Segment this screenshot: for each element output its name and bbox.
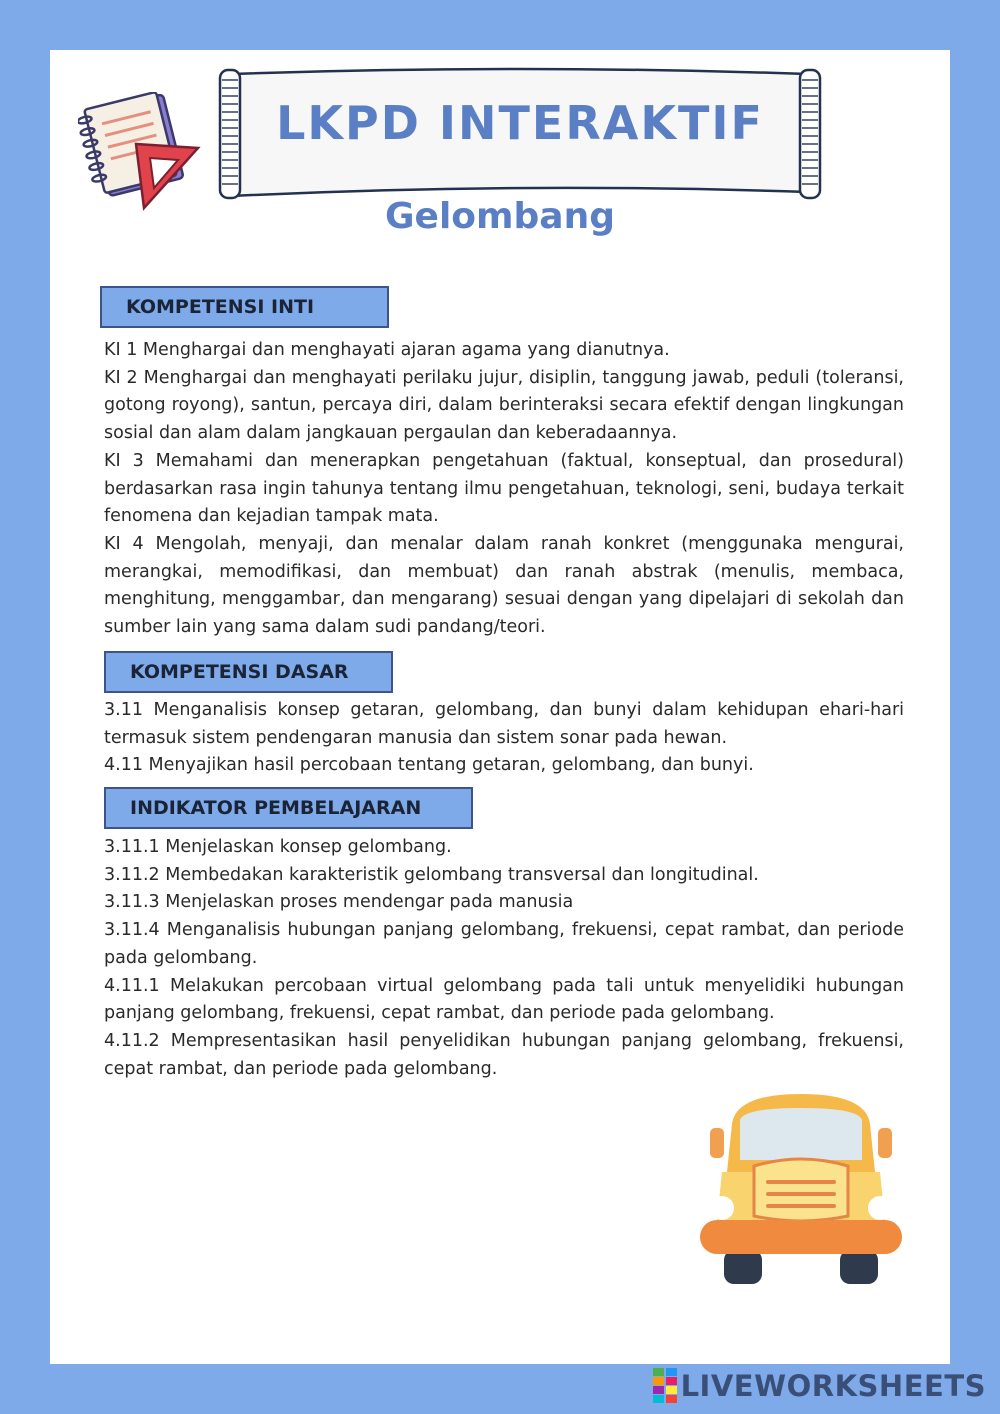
- list-item: 4.11.1 Melakukan percobaan virtual gelombang pada tali untuk menyelidiki hubungan panjang gelombang, frekuensi, cepat rambat, dan periode pada gelombang.: [104, 975, 904, 1024]
- list-item: 3.11.2 Membedakan karakteristik gelombang transversal dan longitudinal.: [104, 864, 759, 885]
- section-heading-kompetensi-inti: KOMPETENSI INTI: [100, 286, 389, 328]
- section-heading-indikator: INDIKATOR PEMBELAJARAN: [104, 787, 473, 829]
- title-banner: [218, 66, 822, 204]
- section-heading-kompetensi-dasar: KOMPETENSI DASAR: [104, 651, 393, 693]
- liveworksheets-logo-icon: [653, 1368, 677, 1404]
- list-item: KI 4 Mengolah, menyaji, dan menalar dalam ranah konkret (menggunaka mengurai, merangkai, memodifikasi, dan membuat) dan ranah abstrak (menulis, membaca, menghitung, menggambar, dan mengarang) sesuai dengan yang dipelajari di sekolah dan sumber lain yang sama dalam sudi pandang/teori.: [104, 533, 904, 638]
- page-title: LKPD INTERAKTIF: [276, 96, 764, 150]
- indikator-list: [104, 834, 904, 1083]
- kompetensi-inti-list: [104, 337, 904, 642]
- list-item: KI 1 Menghargai dan menghayati ajaran agama yang dianutnya.: [104, 340, 670, 360]
- list-item: 3.11 Menganalisis konsep getaran, gelombang, dan bunyi dalam kehidupan ehari-hari termasuk sistem pendengaran manusia dan sistem sonar pada hewan.: [104, 700, 904, 748]
- list-item: KI 2 Menghargai dan menghayati perilaku jujur, disiplin, tanggung jawab, peduli (toleransi, gotong royong), santun, percaya diri, dalam berinteraksi secara efektif dengan lingkungan sosial dan alam dalam jangkauan pergaulan dan keberadaannya.: [104, 367, 904, 444]
- list-item: 4.11.2 Mempresentasikan hasil penyelidikan hubungan panjang gelombang, frekuensi, cepat rambat, dan periode pada gelombang.: [104, 1030, 904, 1079]
- list-item: 3.11.3 Menjelaskan proses mendengar pada manusia: [104, 892, 574, 913]
- list-item: KI 3 Memahami dan menerapkan pengetahuan (faktual, konseptual, dan prosedural) berdasarkan rasa ingin tahunya tentang ilmu pengetahuan, teknologi, seni, budaya terkait fenomena dan kejadian tampak mata.: [104, 450, 904, 527]
- liveworksheets-watermark: [653, 1366, 986, 1406]
- kompetensi-dasar-list: [104, 697, 904, 780]
- list-item: 3.11.1 Menjelaskan konsep gelombang.: [104, 837, 452, 857]
- page-subtitle: Gelombang: [384, 196, 615, 237]
- school-bus-icon: [696, 1090, 906, 1288]
- list-item: 3.11.4 Menganalisis hubungan panjang gelombang, frekuensi, cepat rambat, dan periode pada gelombang.: [104, 920, 904, 968]
- list-item: 4.11 Menyajikan hasil percobaan tentang getaran, gelombang, dan bunyi.: [104, 755, 754, 776]
- watermark-text: LIVEWORKSHEETS: [680, 1369, 986, 1403]
